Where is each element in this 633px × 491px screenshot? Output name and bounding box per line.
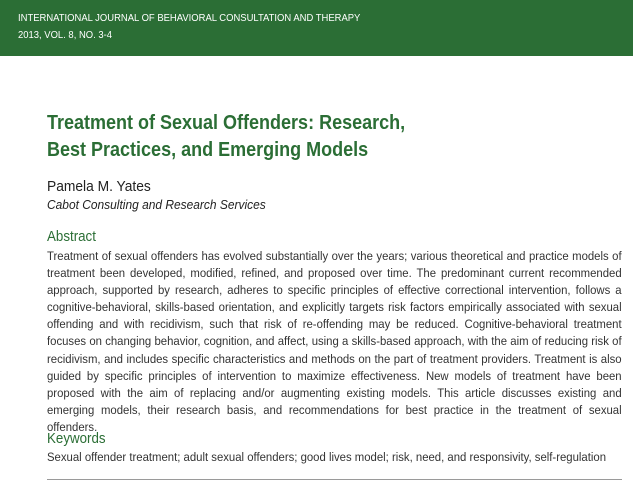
section-divider	[47, 479, 622, 480]
article-title	[47, 110, 623, 164]
keywords-heading: Keywords	[47, 431, 106, 447]
author-affiliation: Cabot Consulting and Research Services	[47, 197, 266, 212]
article-title-line-2: Best Practices, and Emerging Models	[47, 139, 369, 161]
abstract-heading: Abstract	[47, 229, 96, 245]
author-name: Pamela M. Yates	[47, 178, 151, 195]
journal-issue: 2013, VOL. 8, NO. 3-4	[18, 29, 113, 41]
journal-header	[0, 0, 633, 56]
journal-name: INTERNATIONAL JOURNAL OF BEHAVIORAL CONSULTATION AND THERAPY	[18, 12, 361, 24]
keywords-list: Sexual offender treatment; adult sexual offenders; good lives model; risk, need, and responsivity, self-regulation	[47, 450, 607, 464]
article-front-matter	[47, 110, 622, 466]
abstract-body: Treatment of sexual offenders has evolved substantially over the years; various theoretical and practice models of treatment been developed, modified, refined, and proposed over time. The predominant current recommended approach, supported by research, adheres to specific principles of effective correctional intervention, follows a cognitive-behavioral, skills-based orientation, and explicitly targets risk factors empirically associated with sexual offending and with recidivism, such that risk of re-offending may be reduced. Cognitive-behavioral treatment focuses on changing behavior, cognition, and affect, using a skills-based approach, with the aim of reducing risk of recidivism, and includes specific characteristics and methods on the part of treatment providers. Treatment is also guided by specific principles of intervention to maximize effectiveness. New models of treatment have been proposed with the aim of replacing and/or augmenting existing models. This article discusses existing and emerging models, their research basis, and recommendations for best practice in the treatment of sexual offenders.	[47, 249, 622, 434]
article-title-line-1: Treatment of Sexual Offenders: Research,	[47, 112, 406, 134]
